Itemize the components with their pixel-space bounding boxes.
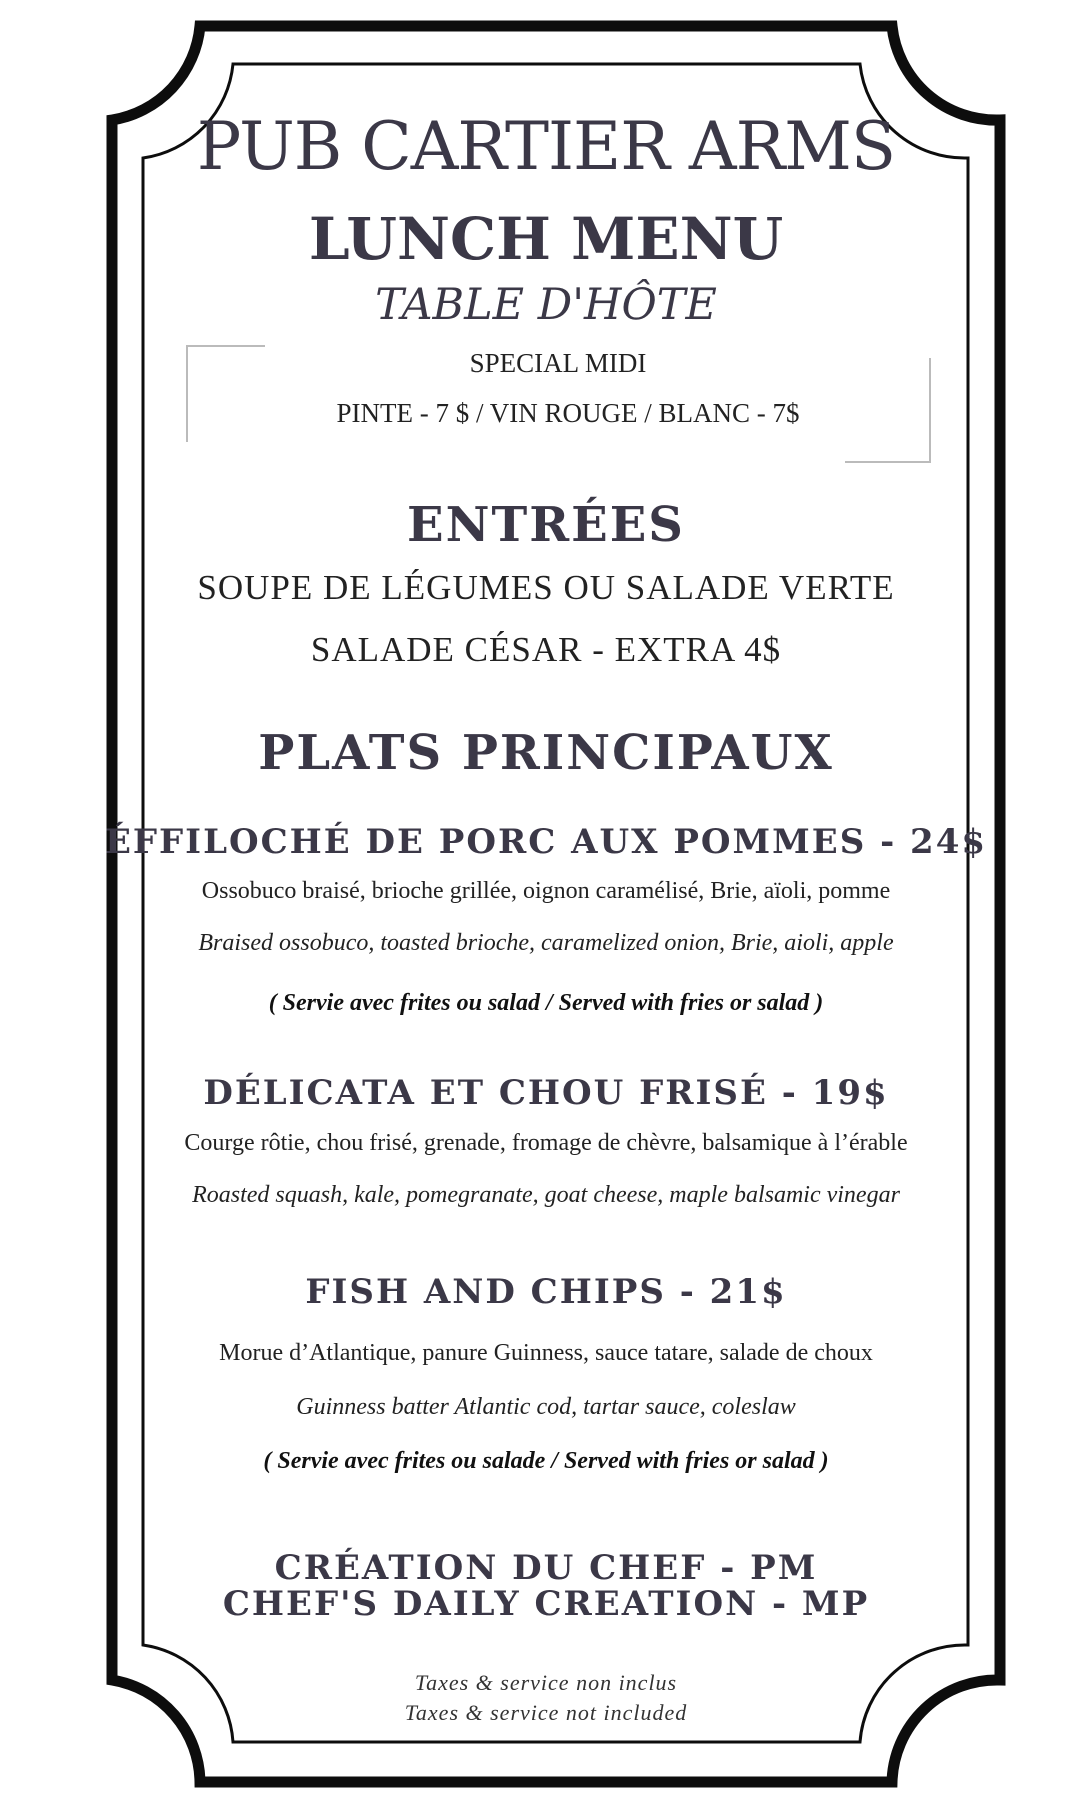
dish-description-fr: Morue d’Atlantique, panure Guinness, sauce tatare, salade de choux — [219, 1340, 873, 1366]
chef-creation-fr: CRÉATION DU CHEF - PM — [274, 1548, 818, 1588]
entrees-heading: ENTRÉES — [407, 497, 685, 553]
tax-note-fr: Taxes & service non inclus — [414, 1670, 678, 1695]
chef-creation-en: CHEF'S DAILY CREATION - MP — [222, 1584, 870, 1624]
special-drinks: PINTE - 7 $ / VIN ROUGE / BLANC - 7$ — [336, 398, 800, 428]
dish-description-en: Roasted squash, kale, pomegranate, goat cheese, maple balsamic vinegar — [192, 1182, 900, 1208]
menu-title: LUNCH MENU — [308, 205, 784, 273]
dish-served-note: ( Servie avec frites ou salade / Served with fries or salad ) — [263, 1448, 829, 1474]
dish-description-fr: Ossobuco braisé, brioche grillée, oignon caramélisé, Brie, aïoli, pomme — [201, 878, 891, 904]
dish-description-en: Braised ossobuco, toasted brioche, caramelized onion, Brie, aioli, apple — [198, 930, 894, 956]
entree-item: SOUPE DE LÉGUMES OU SALADE VERTE — [197, 568, 895, 607]
restaurant-name: PUB CARTIER ARMS — [196, 108, 896, 185]
plats-heading: PLATS PRINCIPAUX — [258, 725, 834, 781]
special-bracket-left — [187, 346, 265, 442]
special-label: SPECIAL MIDI — [469, 348, 647, 378]
dish-name: FISH AND CHIPS - 21$ — [305, 1272, 787, 1312]
dish-description-en: Guinness batter Atlantic cod, tartar sauce, coleslaw — [296, 1394, 796, 1420]
dish-name: ÉFFILOCHÉ DE PORC AUX POMMES - 24$ — [104, 822, 988, 862]
menu-subtitle: TABLE D'HÔTE — [375, 280, 717, 330]
dish-description-fr: Courge rôtie, chou frisé, grenade, fromage de chèvre, balsamique à l’érable — [184, 1130, 908, 1156]
entree-item: SALADE CÉSAR - EXTRA 4$ — [310, 630, 782, 669]
tax-note-en: Taxes & service not included — [404, 1700, 688, 1725]
dish-served-note: ( Servie avec frites ou salad / Served with fries or salad ) — [268, 990, 824, 1016]
dish-name: DÉLICATA ET CHOU FRISÉ - 19$ — [203, 1073, 889, 1113]
